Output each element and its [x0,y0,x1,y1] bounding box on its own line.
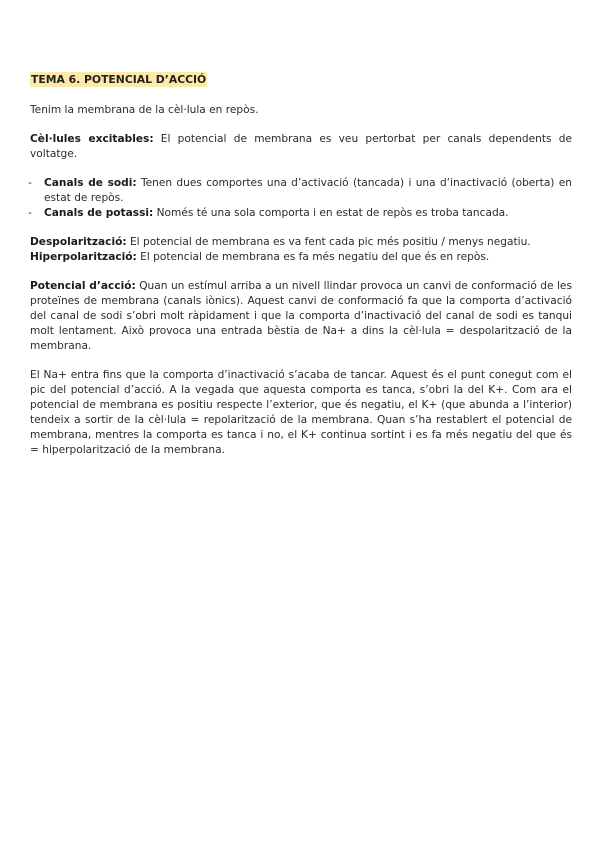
bullet-marker: - [28,207,32,219]
action-potential-paragraph [30,279,572,354]
page-title: TEMA 6. POTENCIAL D’ACCIÓ [31,73,207,86]
document-page [30,72,572,458]
potassium-term: Canals de potassi: [44,207,154,219]
hyperpolarization-term: Hiperpolarització: [30,251,137,263]
depolarization-paragraph [30,235,572,250]
depolarization-text: El potencial de membrana es va fent cada pic més positiu / menys negatiu. [126,236,531,248]
depolarization-term: Despolarització: [30,236,127,248]
intro-paragraph: Tenim la membrana de la cèl·lula en repòs. [30,104,259,116]
action-potential-term: Potencial d’acció: [30,280,136,292]
excitable-cells-text: El potencial de membrana es veu pertorbat per canals dependents de voltatge. [30,133,572,160]
potassium-text: Només té una sola comporta i en estat de repòs es troba tancada. [153,207,509,219]
hyperpolarization-text: El potencial de membrana es fa més negatiu del que és en repòs. [136,251,490,263]
sodium-text: Tenen dues comportes una d’activació (tancada) i una d’inactivació (oberta) en estat de repòs. [44,177,572,204]
bullet-marker: - [28,177,32,189]
excitable-cells-term: Cèl·lules excitables: [30,133,154,145]
list-item-potassium [30,206,572,221]
closing-paragraph: El Na+ entra fins que la comporta d’inactivació s’acaba de tancar. Aquest és el punt conegut com el pic del potencial d’acció. A la vegada que aquesta comporta es tanca, s’obri la del K+. Com ara el potencial de membrana es positiu respecte l’exterior, que és negatiu, el K+ (que abunda a l’interior) tendeix a sortir de la cèl·lula = repolarització de la membrana. Quan s’ha restablert el potencial de membrana, mentres la comporta es tanca i no, el K+ continua sortint i es fa més negatiu del que és = hiperpolarització de la membrana. [30,369,572,456]
list-item-sodium [30,176,572,206]
sodium-term: Canals de sodi: [44,177,137,189]
action-potential-text: Quan un estímul arriba a un nivell llindar provoca un canvi de conformació de les proteïnes de membrana (canals iònics). Aquest canvi de conformació fa que la comporta d’activació del canal de sodi s’obri molt ràpidament i que la comporta d’inactivació del canal de sodi es tanqui molt lentament. Això provoca una entrada bèstia de Na+ a dins la cèl·lula = despolarització de la membrana. [30,280,572,352]
channel-list [30,176,572,221]
hyperpolarization-paragraph [30,250,572,265]
excitable-cells-paragraph [30,132,572,162]
